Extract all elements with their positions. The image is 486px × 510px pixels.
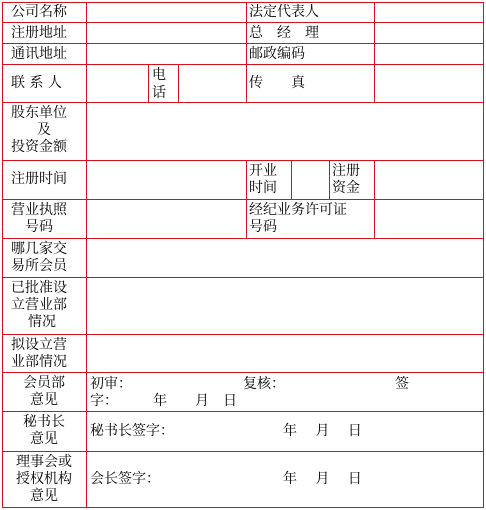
approved-branches-label-line1: 已批准设 — [11, 280, 67, 296]
row-rule — [2, 2, 484, 3]
opening-time-label-line1: 开业 — [249, 163, 277, 179]
company-name-label: 公司名称 — [11, 4, 67, 20]
col-rule — [374, 2, 375, 103]
col-rule — [246, 2, 247, 103]
contact-person-label: 联 系 人 — [11, 75, 62, 91]
membership-application-form — [2, 2, 484, 508]
col-rule — [178, 64, 179, 103]
row-rule — [2, 372, 484, 373]
col-rule — [148, 64, 149, 103]
legal-representative-label: 法定代表人 — [249, 4, 319, 20]
secretary-general-date: 年 月 日 — [283, 423, 362, 439]
shareholders-label-line1: 股东单位 — [11, 105, 67, 121]
signature-date-line: 字： 年 月 日 — [90, 393, 237, 409]
chairman-date: 年 月 日 — [283, 471, 362, 487]
row-rule — [2, 160, 484, 161]
mailing-address-label: 通讯地址 — [11, 46, 67, 62]
row-rule — [2, 238, 484, 239]
col-rule — [246, 160, 247, 239]
row-rule — [2, 64, 484, 65]
row-rule — [2, 451, 484, 452]
exchange-membership-label-line1: 哪几家交 — [11, 241, 67, 257]
approved-branches-label-line3: 情况 — [28, 314, 56, 330]
registered-capital-label-line1: 注册 — [332, 163, 360, 179]
row-rule — [2, 334, 484, 335]
col-rule — [86, 2, 87, 508]
initial-review-label: 初审： — [90, 376, 132, 392]
col-rule — [374, 160, 375, 239]
planned-branches-label-line1: 拟设立营 — [11, 337, 67, 353]
council-opinion-label-line2: 授权机构 — [16, 471, 72, 487]
brokerage-license-label-line1: 经纪业务许可证 — [249, 202, 347, 218]
secretary-general-opinion-label-line2: 意见 — [30, 431, 58, 447]
fax-label: 传 真 — [249, 75, 305, 91]
registered-capital-label-line2: 资金 — [332, 180, 360, 196]
business-license-label-line1: 营业执照 — [11, 202, 67, 218]
registered-address-label: 注册地址 — [11, 25, 67, 41]
row-rule — [2, 411, 484, 412]
business-license-label-line2: 号码 — [25, 219, 53, 235]
member-dept-opinion-label-line1: 会员部 — [23, 375, 65, 391]
chairman-signature-label: 会长签字： — [90, 471, 160, 487]
signature-char: 签 — [395, 376, 409, 392]
opening-time-label-line2: 时间 — [249, 180, 277, 196]
approved-branches-label-line2: 立营业部 — [11, 297, 67, 313]
phone-label-line2: 话 — [152, 85, 166, 101]
col-rule — [291, 160, 292, 200]
row-rule — [2, 277, 484, 278]
council-opinion-label-line3: 意见 — [30, 488, 58, 504]
col-rule — [329, 160, 330, 200]
phone-label-line1: 电 — [152, 67, 166, 83]
row-rule — [2, 507, 484, 508]
registration-time-label: 注册时间 — [11, 171, 67, 187]
shareholders-label-line2: 及 — [37, 122, 51, 138]
brokerage-license-label-line2: 号码 — [249, 219, 277, 235]
row-rule — [2, 199, 484, 200]
secretary-general-signature-label: 秘书长签字： — [90, 423, 174, 439]
member-dept-opinion-label-line2: 意见 — [30, 392, 58, 408]
row-rule — [2, 22, 484, 23]
col-rule — [483, 2, 484, 508]
general-manager-label: 总 经 理 — [249, 25, 319, 41]
row-rule — [2, 102, 484, 103]
recheck-label: 复核： — [243, 376, 285, 392]
planned-branches-label-line2: 业部情况 — [11, 354, 67, 370]
row-rule — [2, 43, 484, 44]
postcode-label: 邮政编码 — [249, 46, 305, 62]
exchange-membership-label-line2: 易所会员 — [11, 258, 67, 274]
shareholders-label-line3: 投资金额 — [11, 139, 67, 155]
secretary-general-opinion-label-line1: 秘书长 — [23, 414, 65, 430]
council-opinion-label-line1: 理事会或 — [16, 454, 72, 470]
